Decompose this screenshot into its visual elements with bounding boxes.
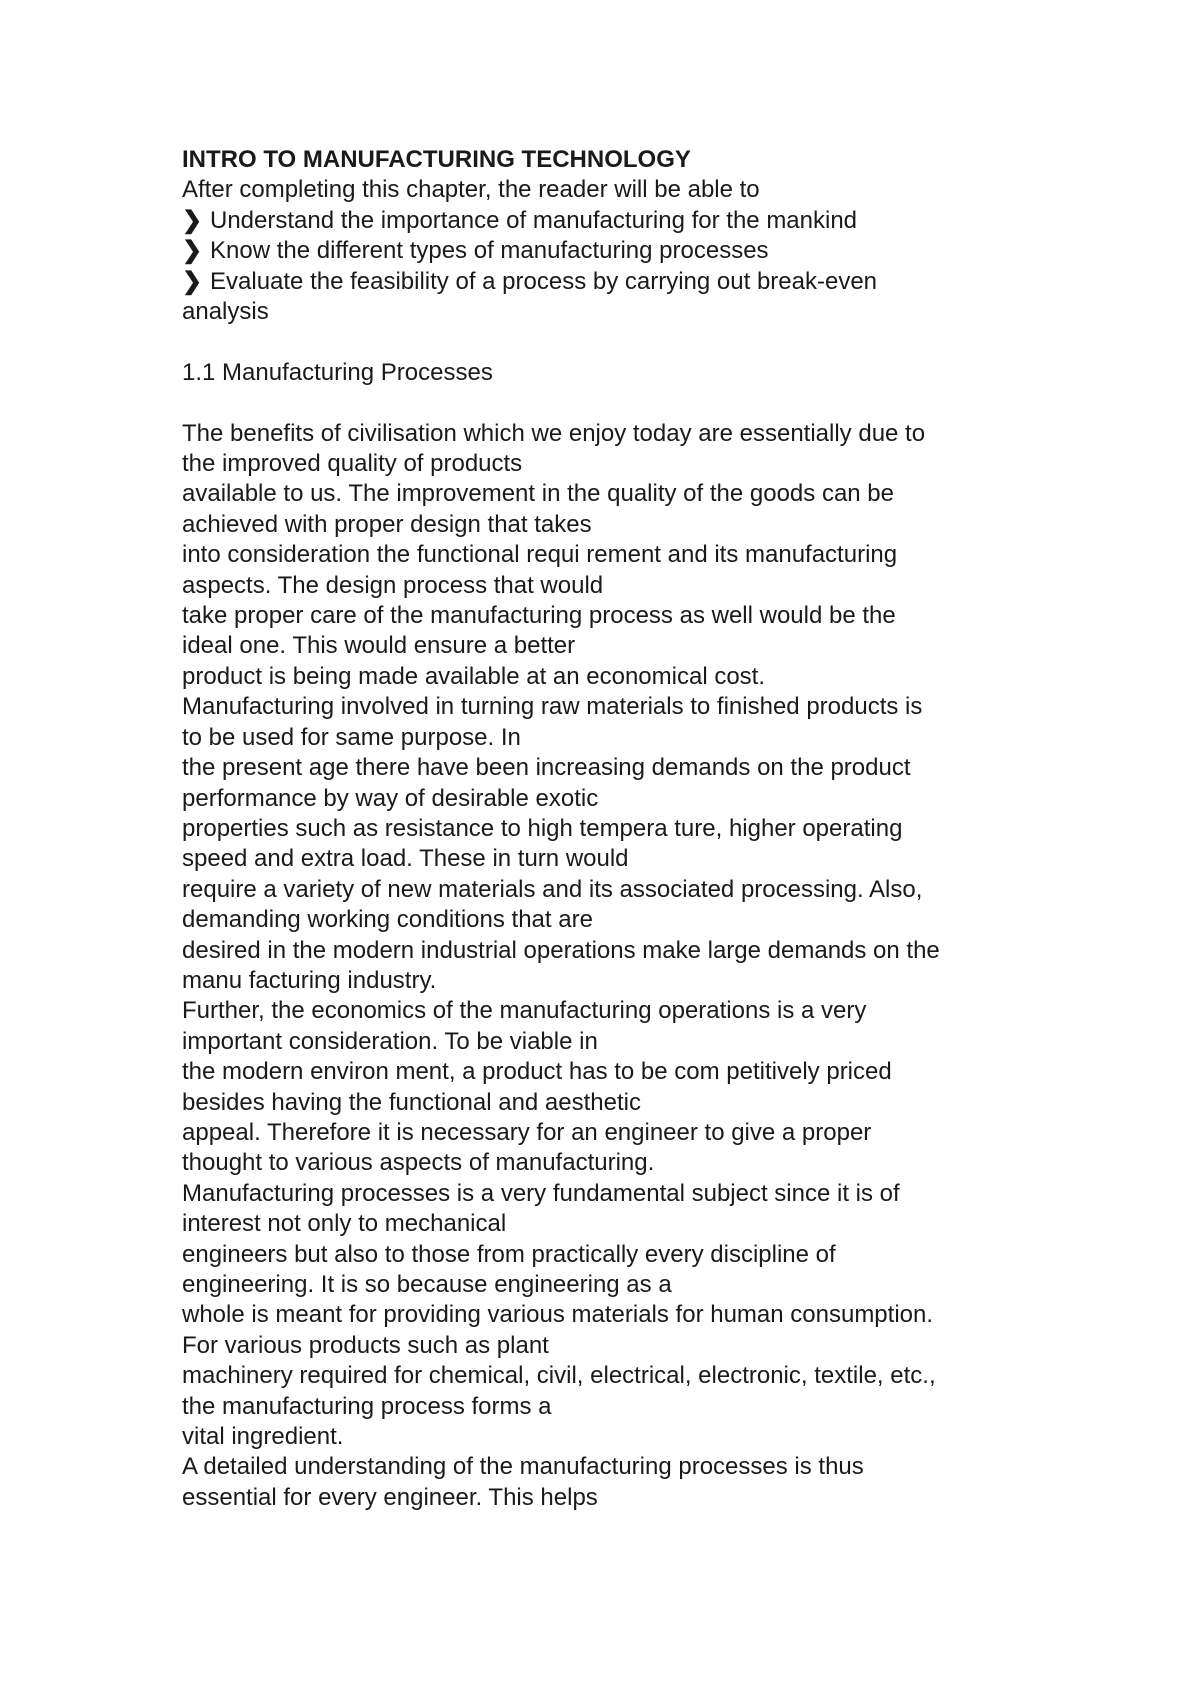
objective-item — [182, 206, 1042, 236]
objective-item — [182, 267, 1042, 297]
body-line: engineering. It is so because engineering as a — [182, 1271, 672, 1298]
body-line: desired in the modern industrial operations make large demands on the — [182, 936, 940, 964]
objective-text: Understand the importance of manufacturing for the mankind — [210, 206, 858, 234]
body-line: vital ingredient. — [182, 1423, 344, 1451]
body-line: For various products such as plant — [182, 1331, 549, 1359]
body-line: engineers but also to those from practically every discipline of — [182, 1240, 836, 1268]
objective-text: Evaluate the feasibility of a process by carrying out break-even — [210, 267, 878, 295]
body-line: important consideration. To be viable in — [182, 1027, 598, 1055]
body-line: whole is meant for providing various materials for human consumption. — [182, 1301, 934, 1329]
body-line: besides having the functional and aesthetic — [182, 1088, 641, 1116]
chevron-right-icon: ❯ — [182, 206, 203, 234]
spacer — [182, 327, 1042, 357]
body-line: achieved with proper design that takes — [182, 510, 592, 538]
objective-item — [182, 236, 1042, 266]
body-line: A detailed understanding of the manufacturing processes is thus — [182, 1453, 864, 1481]
body-line: available to us. The improvement in the quality of the goods can be — [182, 480, 894, 508]
body-line: appeal. Therefore it is necessary for an engineer to give a proper — [182, 1118, 872, 1146]
document-content — [182, 145, 1042, 1513]
body-line: performance by way of desirable exotic — [182, 784, 599, 812]
objective-continuation: analysis — [182, 298, 269, 326]
chevron-right-icon: ❯ — [182, 267, 203, 295]
body-line: manu facturing industry. — [182, 966, 437, 994]
body-line: properties such as resistance to high tempera ture, higher operating — [182, 814, 903, 842]
objective-text: Know the different types of manufacturing processes — [210, 237, 769, 265]
body-line: the manufacturing process forms a — [182, 1392, 552, 1420]
body-line: interest not only to mechanical — [182, 1210, 507, 1238]
spacer — [182, 388, 1042, 418]
body-line: Manufacturing processes is a very fundamental subject since it is of — [182, 1179, 900, 1207]
body-line: thought to various aspects of manufacturing. — [182, 1149, 655, 1177]
body-line: take proper care of the manufacturing process as well would be the — [182, 602, 896, 630]
chapter-intro: After completing this chapter, the reader will be able to — [182, 176, 760, 204]
body-line: aspects. The design process that would — [182, 571, 604, 599]
body-line: machinery required for chemical, civil, electrical, electronic, textile, etc., — [182, 1362, 936, 1390]
body-text — [182, 419, 1042, 1514]
document-title: INTRO TO MANUFACTURING TECHNOLOGY — [182, 146, 691, 173]
body-line: Further, the economics of the manufacturing operations is a very — [182, 997, 867, 1025]
body-line: demanding working conditions that are — [182, 906, 593, 934]
chevron-right-icon: ❯ — [182, 237, 203, 265]
section-heading: 1.1 Manufacturing Processes — [182, 358, 493, 386]
body-line: require a variety of new materials and its associated processing. Also, — [182, 875, 923, 903]
body-line: speed and extra load. These in turn would — [182, 845, 629, 873]
body-line: to be used for same purpose. In — [182, 723, 521, 751]
body-line: the modern environ ment, a product has to be com petitively priced — [182, 1058, 892, 1086]
body-line: The benefits of civilisation which we enjoy today are essentially due to — [182, 419, 926, 447]
body-line: ideal one. This would ensure a better — [182, 632, 576, 660]
body-line: into consideration the functional requi rement and its manufacturing — [182, 541, 898, 569]
body-line: Manufacturing involved in turning raw materials to finished products is — [182, 693, 923, 721]
body-line: the present age there have been increasing demands on the product — [182, 754, 911, 782]
body-line: essential for every engineer. This helps — [182, 1483, 598, 1511]
body-line: product is being made available at an economical cost. — [182, 662, 766, 690]
body-line: the improved quality of products — [182, 450, 523, 478]
